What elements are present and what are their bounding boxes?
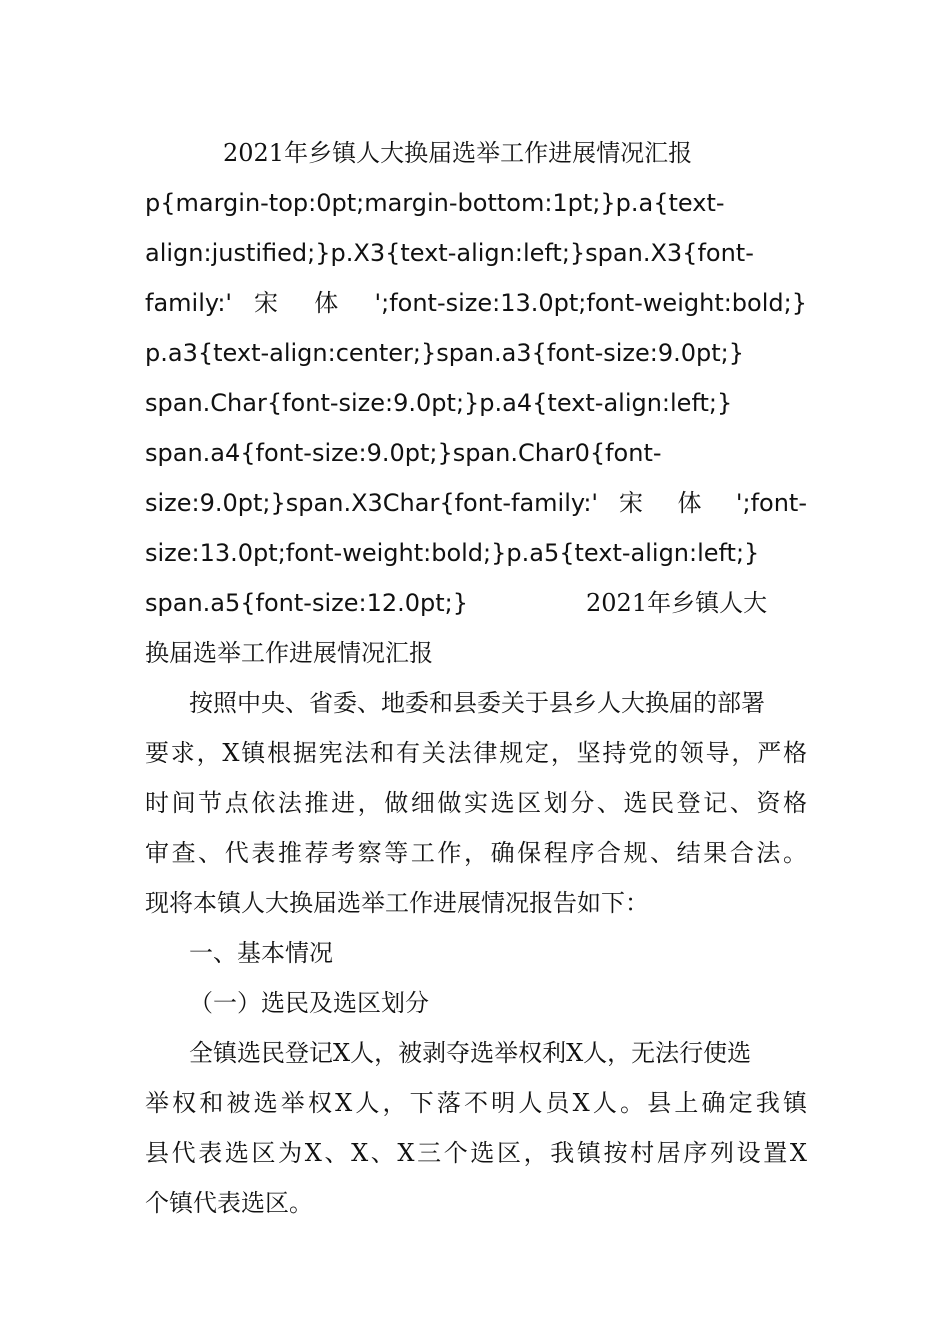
css-text-line: align:justified;}p.X3{text-align:left;}span.X3{font- <box>145 239 754 267</box>
intro-line: 现将本镇人大换届选举工作进展情况报告如下： <box>145 889 649 917</box>
css-text-line: span.a4{font-size:9.0pt;}span.Char0{font- <box>145 439 662 467</box>
css-text-line: span.Char{font-size:9.0pt;}p.a4{text-align:left;} <box>145 389 733 417</box>
document-page <box>145 128 807 1228</box>
css-text-line: p{margin-top:0pt;margin-bottom:1pt;}p.a{text- <box>145 189 725 217</box>
repeat-title-part1: 2021年乡镇人大 <box>586 589 768 617</box>
css-text-line: p.a3{text-align:center;}span.a3{font-size:9.0pt;} <box>145 339 745 367</box>
body-line: 个镇代表选区。 <box>145 1189 313 1217</box>
body-line: 全镇选民登记X人，被剥夺选举权利X人，无法行使选 <box>189 1039 752 1067</box>
repeat-title-part2: 换届选举工作进展情况汇报 <box>145 639 433 667</box>
css-text-line: family:' 宋 体 ';font-size:13.0pt;font-weight:bold;} <box>145 289 807 317</box>
body-line: 县代表选区为X、X、X三个选区，我镇按村居序列设置X <box>145 1139 807 1167</box>
intro-line: 时间节点依法推进，做细做实选区划分、选民登记、资格 <box>145 789 807 817</box>
intro-line: 审查、代表推荐考察等工作，确保程序合规、结果合法。 <box>145 839 807 867</box>
document-title: 2021年乡镇人大换届选举工作进展情况汇报 <box>223 139 693 167</box>
css-text-line: size:9.0pt;}span.X3Char{font-family:' 宋 体 ';font- <box>145 489 807 517</box>
intro-line: 按照中央、省委、地委和县委关于县乡人大换届的部署 <box>189 689 765 717</box>
css-and-title-line <box>145 578 807 628</box>
css-text-line: size:13.0pt;font-weight:bold;}p.a5{text-align:left;} <box>145 539 760 567</box>
css-text-tail: span.a5{font-size:12.0pt;} <box>145 589 469 617</box>
intro-line: 要求，X镇根据宪法和有关法律规定，坚持党的领导，严格 <box>145 739 807 767</box>
body-line: 举权和被选举权X人，下落不明人员X人。县上确定我镇 <box>145 1089 807 1117</box>
section-heading: 一、基本情况 <box>189 939 333 967</box>
subsection-heading: （一）选民及选区划分 <box>189 989 429 1017</box>
